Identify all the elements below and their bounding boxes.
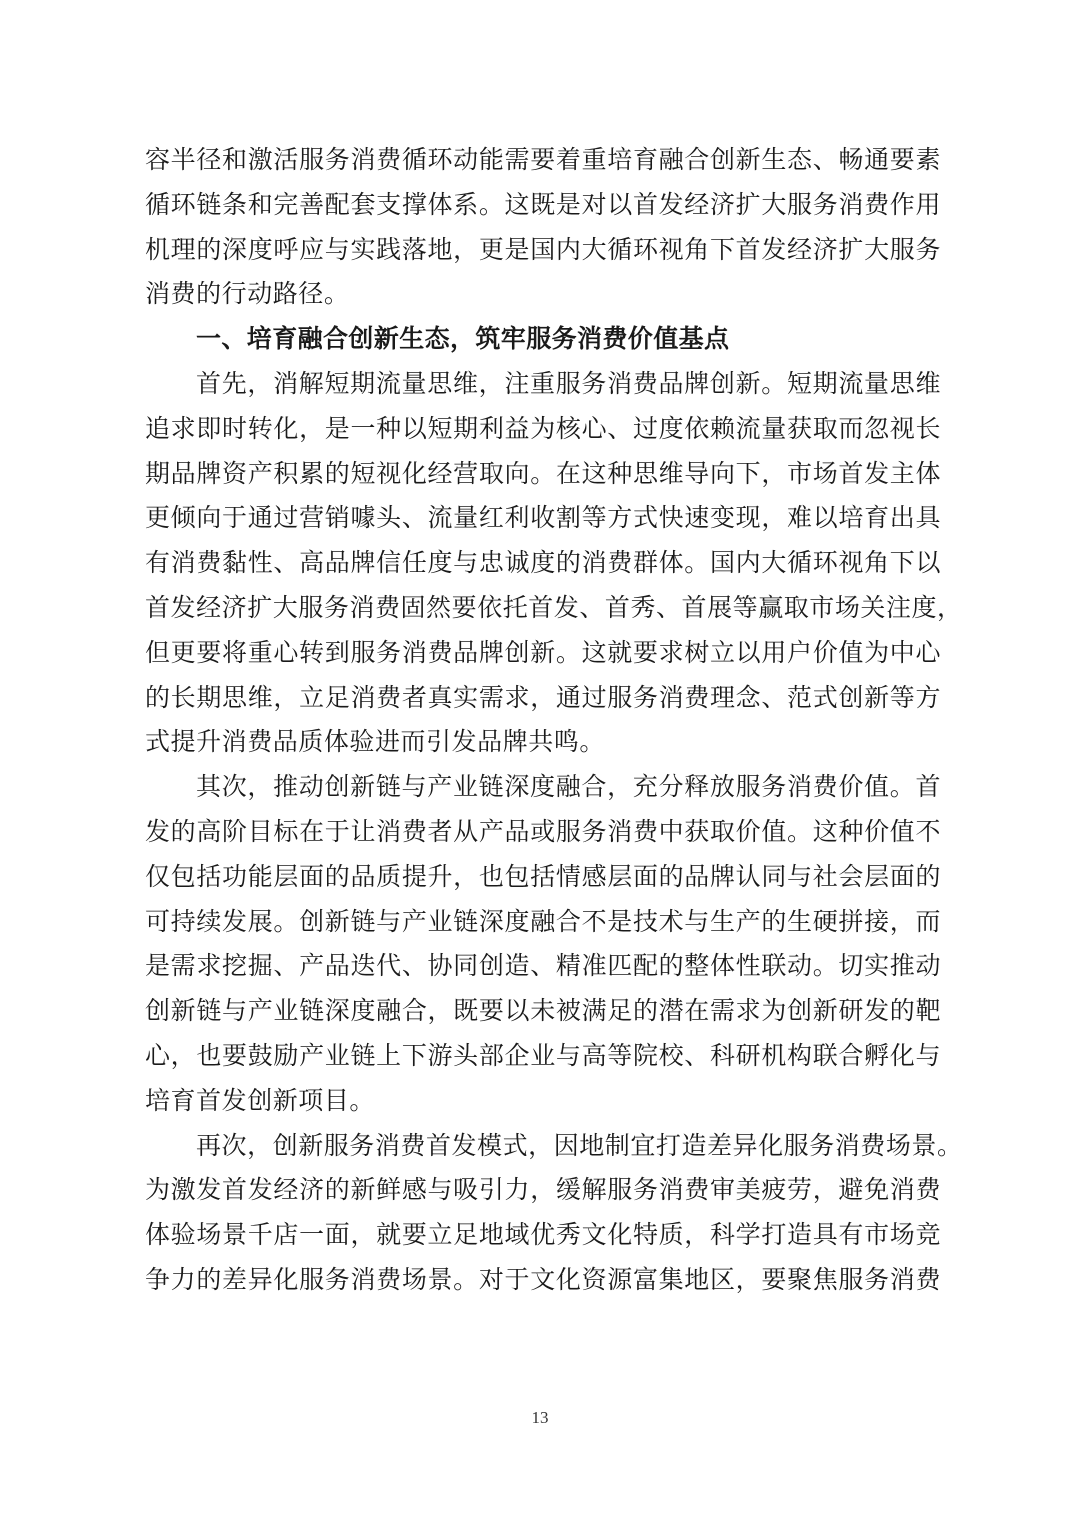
text-line: 的长期思维，立足消费者真实需求，通过服务消费理念、范式创新等方 — [145, 682, 941, 712]
text-line: 消费的行动路径。 — [145, 279, 350, 309]
text-line: 循环链条和完善配套支撑体系。这既是对以首发经济扩大服务消费作用 — [145, 189, 941, 219]
text-line: 期品牌资产积累的短视化经营取向。在这种思维导向下，市场首发主体 — [145, 458, 941, 488]
text-line: 争力的差异化服务消费场景。对于文化资源富集地区，要聚焦服务消费 — [145, 1264, 941, 1294]
body-text — [145, 138, 963, 1303]
text-line: 是需求挖掘、产品迭代、协同创造、精准匹配的整体性联动。切实推动 — [145, 951, 941, 981]
text-line: 更倾向于通过营销噱头、流量红利收割等方式快速变现，难以培育出具 — [145, 503, 941, 533]
page-number: 13 — [531, 1408, 549, 1427]
text-line: 有消费黏性、高品牌信任度与忠诚度的消费群体。国内大循环视角下以 — [145, 548, 941, 578]
text-line: 培育首发创新项目。 — [145, 1085, 375, 1115]
text-line: 其次，推动创新链与产业链深度融合，充分释放服务消费价值。首 — [196, 772, 941, 802]
text-line: 再次，创新服务消费首发模式，因地制宜打造差异化服务消费场景。 — [196, 1130, 963, 1160]
text-line: 为激发首发经济的新鲜感与吸引力，缓解服务消费审美疲劳，避免消费 — [145, 1175, 941, 1205]
text-line: 仅包括功能层面的品质提升，也包括情感层面的品牌认同与社会层面的 — [145, 861, 941, 891]
text-line: 首先，消解短期流量思维，注重服务消费品牌创新。短期流量思维 — [196, 368, 941, 398]
text-line: 但更要将重心转到服务消费品牌创新。这就要求树立以用户价值为中心 — [145, 637, 941, 667]
text-line: 追求即时转化，是一种以短期利益为核心、过度依赖流量获取而忽视长 — [145, 413, 941, 443]
text-line: 发的高阶目标在于让消费者从产品或服务消费中获取价值。这种价值不 — [145, 816, 941, 846]
text-line: 容半径和激活服务消费循环动能需要着重培育融合创新生态、畅通要素 — [145, 145, 941, 174]
text-line: 机理的深度呼应与实践落地，更是国内大循环视角下首发经济扩大服务 — [145, 234, 941, 264]
text-line: 心，也要鼓励产业链上下游头部企业与高等院校、科研机构联合孵化与 — [145, 1040, 941, 1070]
section-heading: 一、培育融合创新生态，筑牢服务消费价值基点 — [196, 324, 730, 354]
text-line: 创新链与产业链深度融合，既要以未被满足的潜在需求为创新研发的靶 — [145, 996, 941, 1026]
text-line: 式提升消费品质体验进而引发品牌共鸣。 — [145, 727, 605, 757]
text-line: 可持续发展。创新链与产业链深度融合不是技术与生产的生硬拼接，而 — [145, 906, 941, 936]
text-line: 体验场景千店一面，就要立足地域优秀文化特质，科学打造具有市场竞 — [145, 1220, 941, 1250]
text-line: 首发经济扩大服务消费固然要依托首发、首秀、首展等赢取市场关注度， — [145, 592, 963, 622]
